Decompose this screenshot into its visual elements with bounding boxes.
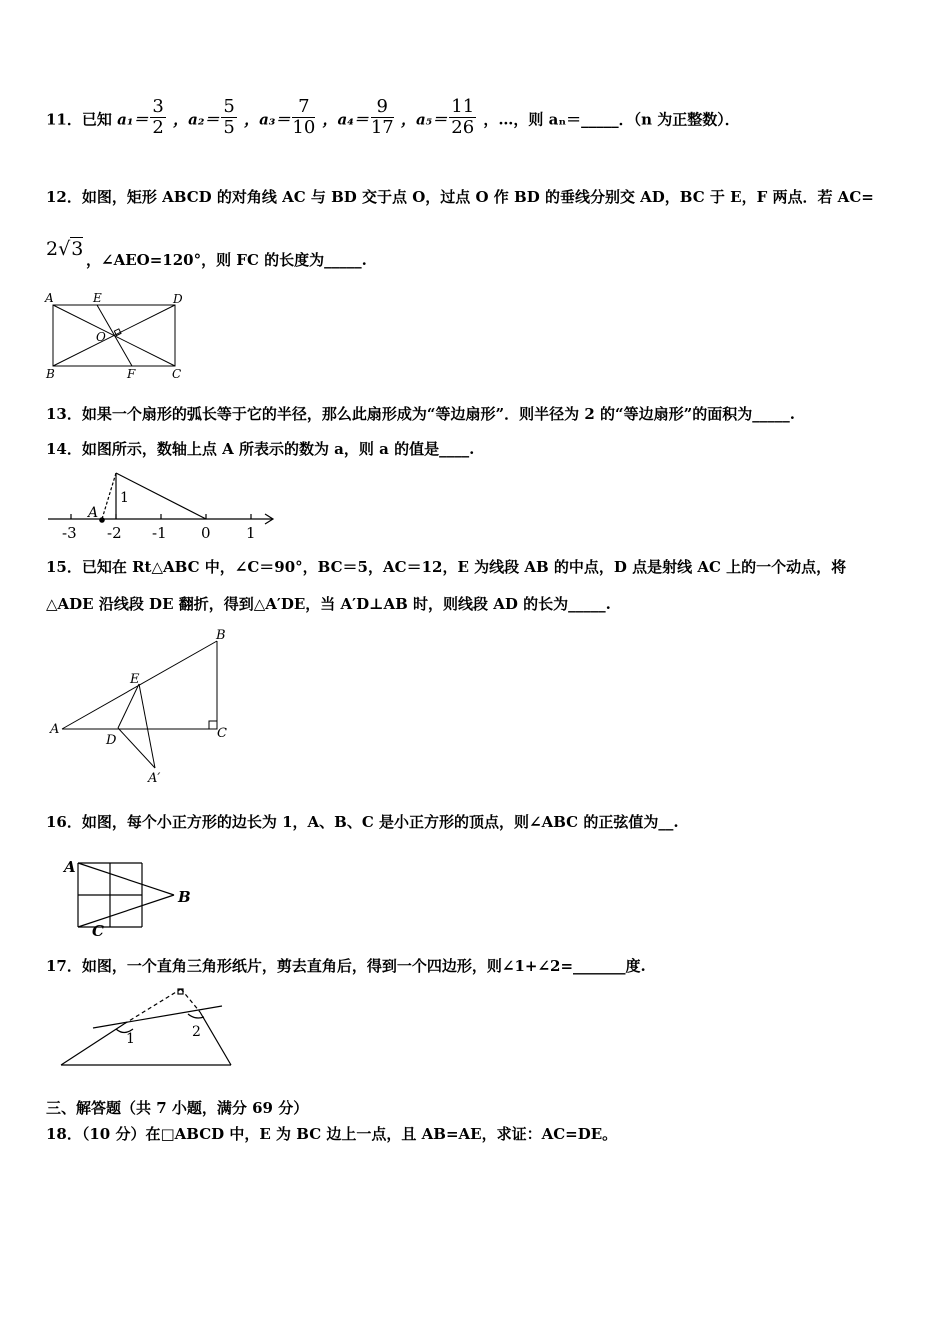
question-16: 16．如图，每个小正方形的边长为 1，A、B、C 是小正方形的顶点，则∠ABC 的正弦值为__.	[46, 813, 679, 831]
fraction-a5: $\frac{11}{26}$	[451, 96, 475, 138]
rectangle-figure	[40, 290, 200, 385]
fraction-a4: $\frac{9}{17}$	[370, 96, 394, 138]
label-f: F	[127, 367, 136, 381]
label-a: A	[45, 291, 54, 305]
hypotenuse	[116, 473, 206, 519]
label-b: B	[178, 888, 191, 906]
label-d: D	[106, 733, 117, 748]
fraction-a2: $\frac{5}{5}$	[223, 96, 235, 138]
label-d: D	[173, 292, 183, 306]
label-a: A	[64, 858, 76, 876]
label-b: B	[46, 367, 55, 381]
label-angle-1: 1	[126, 1031, 135, 1047]
segment-ab	[78, 863, 174, 895]
question-14: 14．如图所示，数轴上点 A 所表示的数为 a，则 a 的值是____.	[46, 440, 475, 458]
label-c: C	[217, 726, 227, 741]
tick-label-1: 1	[246, 524, 256, 542]
section-3-heading: 三、解答题（共 7 小题，满分 69 分）	[46, 1099, 309, 1117]
right-angle-mark	[209, 721, 217, 729]
label-c: C	[172, 367, 182, 381]
label-1: 1	[120, 490, 129, 506]
removed-left-side	[124, 989, 181, 1024]
label-c: C	[92, 922, 104, 940]
question-11: 11．已知 a₁＝ $\frac{3}{2}$ ，a₂＝ $\frac{5}{5}$ ，a₃＝ $\frac{7}{10}$ ，a₄＝ $\frac{9}{17}$ ，a₅＝ $\frac{11}{26}$ ，…，则 aₙ＝_____．（n 为正整数）．	[46, 96, 740, 138]
question-12-line2: ，∠AEO=120°，则 FC 的长度为_____.	[86, 251, 367, 269]
fraction-a3: $\frac{7}{10}$	[292, 96, 316, 138]
arc-dashed	[102, 473, 116, 519]
label-a-prime: A′	[148, 771, 161, 786]
label-e: E	[130, 672, 140, 687]
label-angle-2: 2	[192, 1024, 201, 1040]
point-a-dot	[99, 517, 105, 523]
tick-label-0: 0	[201, 524, 211, 542]
question-17: 17．如图，一个直角三角形纸片，剪去直角后，得到一个四边形，则∠1+∠2=_______度.	[46, 957, 646, 975]
tick-label-minus-3: -3	[62, 524, 77, 542]
tick-label-minus-1: -1	[152, 524, 167, 542]
sqrt-expression: 2√3	[46, 238, 84, 260]
segment-ed	[118, 684, 139, 728]
grid-figure	[60, 855, 200, 940]
label-b: B	[216, 628, 226, 643]
segment-ea-prime	[139, 684, 155, 768]
number-line-figure	[46, 468, 278, 544]
label-o: O	[96, 330, 106, 344]
triangle-fold-figure	[44, 624, 244, 790]
label-a: A	[50, 722, 60, 737]
question-15-line1: 15．已知在 Rt△ABC 中，∠C＝90°，BC＝5，AC＝12，E 为线段 AB 的中点，D 点是射线 AC 上的一个动点，将	[46, 558, 847, 576]
fraction-a1: $\frac{3}{2}$	[152, 96, 164, 138]
question-13: 13．如果一个扇形的弧长等于它的半径，那么此扇形成为“等边扇形”．则半径为 2 的“等边扇形”的面积为_____.	[46, 405, 795, 423]
question-18: 18．（10 分）在□ABCD 中，E 为 BC 边上一点，且 AB=AE，求证：AC=DE。	[46, 1125, 618, 1143]
tick-label-minus-2: -2	[107, 524, 122, 542]
lower-right-side	[200, 1012, 231, 1065]
label-e: E	[93, 291, 102, 305]
lower-left-side	[61, 1024, 124, 1065]
question-12-line1: 12．如图，矩形 ABCD 的对角线 AC 与 BD 交于点 O，过点 O 作 BD 的垂线分别交 AD，BC 于 E，F 两点．若 AC=	[46, 188, 874, 206]
question-15-line2: △ADE 沿线段 DE 翻折，得到△A′DE，当 A′D⊥AB 时，则线段 AD 的长为_____.	[46, 595, 611, 613]
removed-right-side	[181, 989, 200, 1012]
cut-triangle-figure	[58, 984, 238, 1070]
label-a: A	[88, 505, 99, 521]
segment-da-prime	[118, 728, 155, 768]
